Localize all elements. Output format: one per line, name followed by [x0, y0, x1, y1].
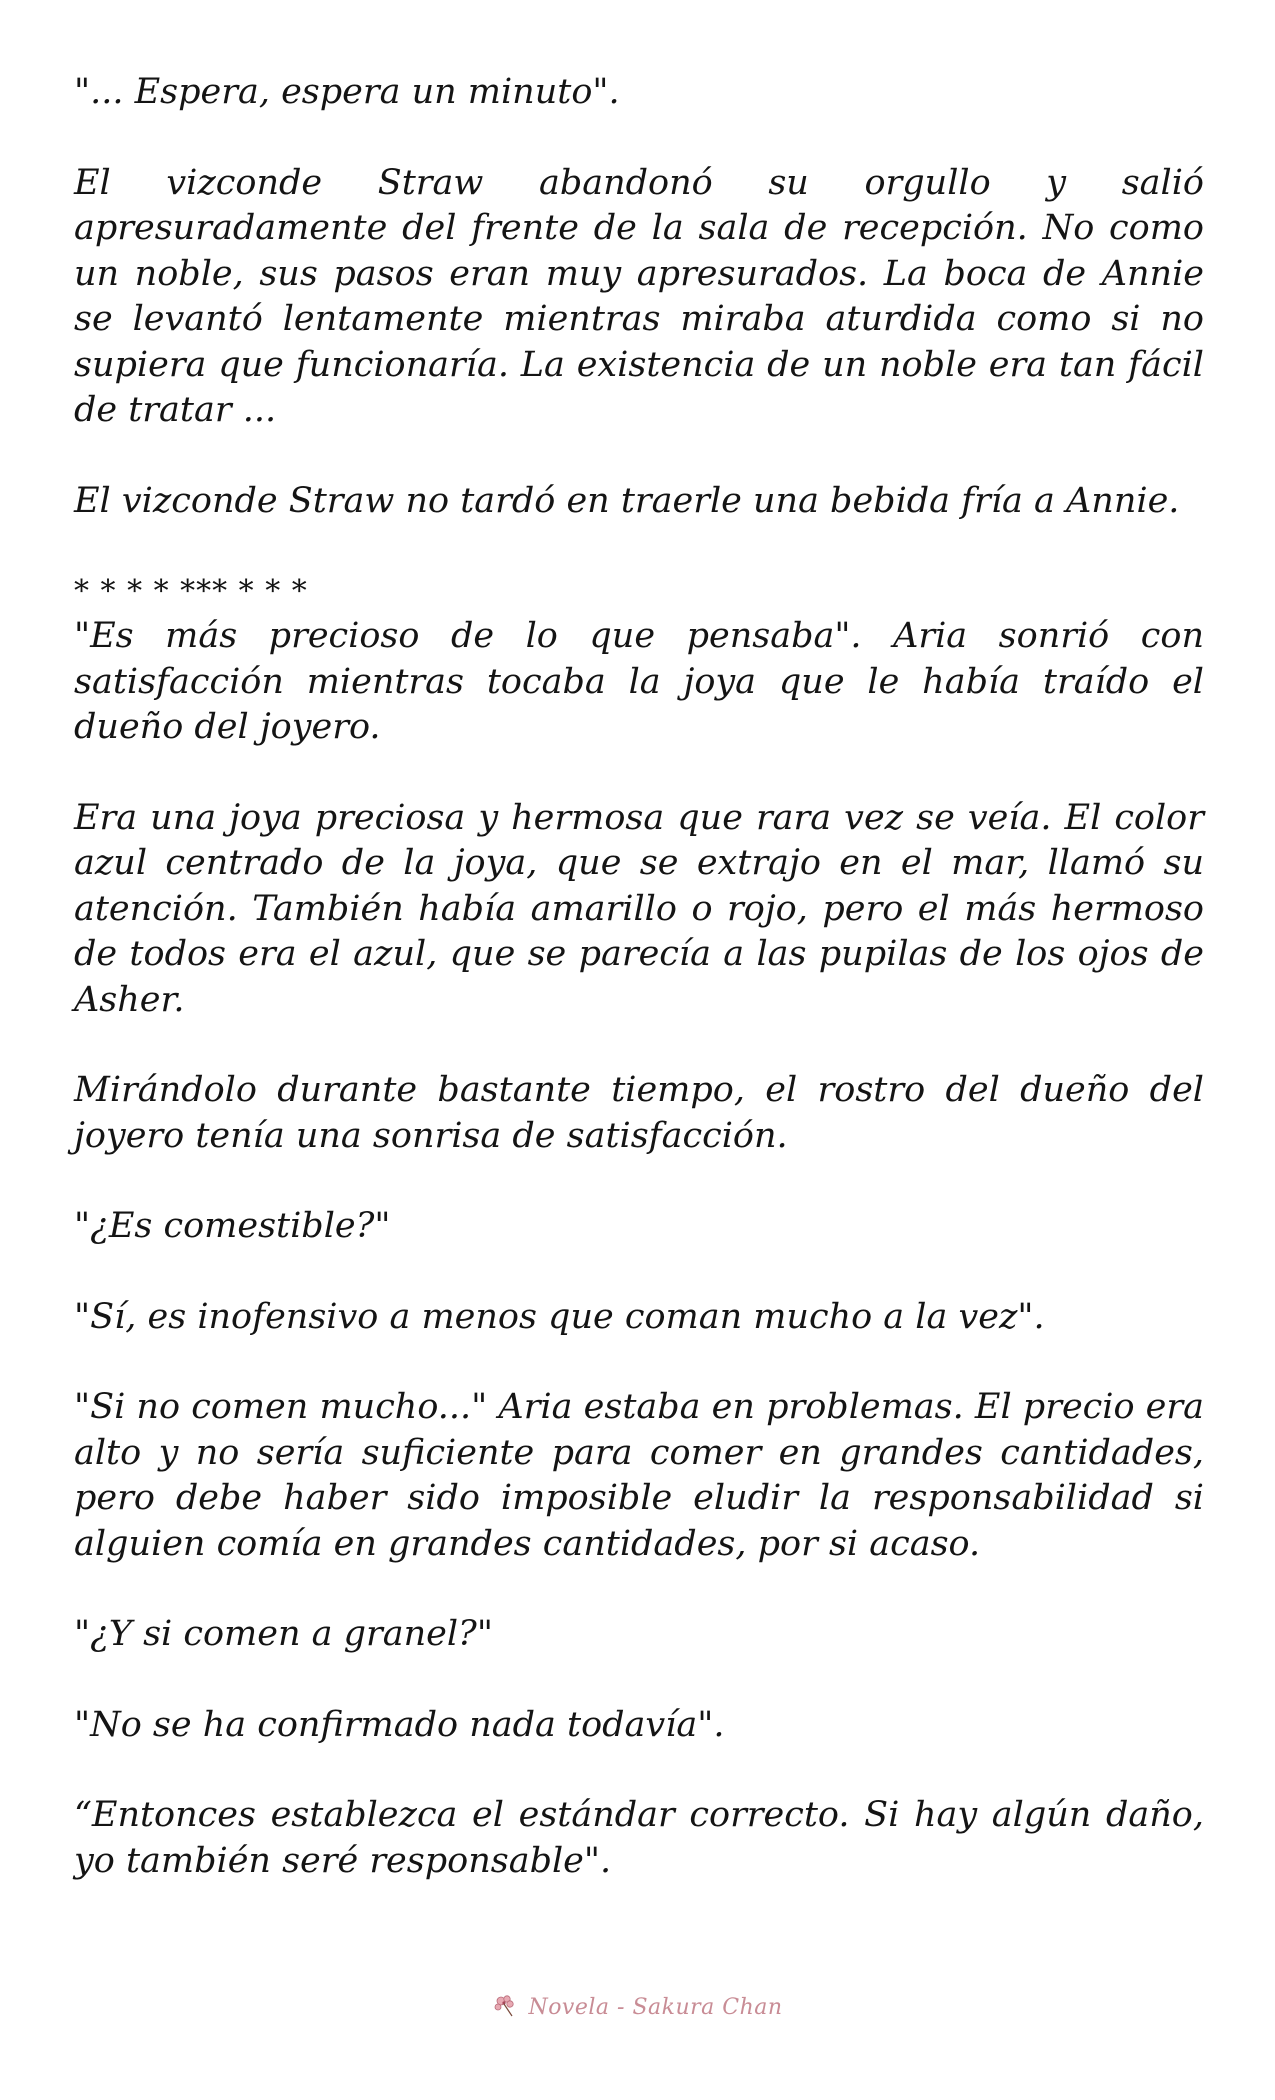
scene-separator: * * * * *** * * *	[74, 574, 308, 609]
paragraph-6: Mirándolo durante bastante tiempo, el rostro del dueño del joyero tenía una sonrisa de satisfacción.	[74, 1070, 1204, 1156]
paragraph-3: El vizconde Straw no tardó en traerle una bebida fría a Annie.	[74, 480, 1180, 521]
chapter-text	[74, 70, 1204, 1929]
paragraph-10: "¿Y si comen a granel?"	[74, 1614, 493, 1654]
paragraph-5: Era una joya preciosa y hermosa que rara vez se veía. El color azul centrado de la joya, que se extrajo en el mar, llamó su atención. También había amarillo o rojo, pero el más hermoso de todos era el azul, que se parecía a las pupilas de los ojos de Asher.	[74, 797, 1204, 1020]
watermark	[0, 1992, 1275, 2020]
paragraph-2: El vizconde Straw abandonó su orgullo y salió apresuradamente del frente de la sala de recepción. No como un noble, sus pasos eran muy apresurados. La boca de Annie se levantó lentamente mientras miraba aturdida como si no supiera que funcionaría. La existencia de un noble era tan fácil de tratar ...	[74, 162, 1204, 430]
paragraph-12: “Entonces establezca el estándar correcto. Si hay algún daño, yo también seré responsable".	[74, 1795, 1204, 1881]
watermark-text: Novela - Sakura Chan	[528, 1995, 783, 2020]
paragraph-11: "No se ha confirmado nada todavía".	[74, 1704, 725, 1745]
paragraph-4: "Es más precioso de lo que pensaba". Aria sonrió con satisfacción mientras tocaba la joya que le había traído el dueño del joyero.	[74, 616, 1204, 747]
cherry-blossom-icon	[492, 1992, 520, 2020]
paragraph-9: "Si no comen mucho..." Aria estaba en problemas. El precio era alto y no sería suficiente para comer en grandes cantidades, pero debe haber sido imposible eludir la responsabilidad si alguien comía en grandes cantidades, por si acaso.	[74, 1387, 1204, 1564]
paragraph-7: "¿Es comestible?"	[74, 1206, 391, 1246]
paragraph-8: "Sí, es inofensivo a menos que coman mucho a la vez".	[74, 1296, 1045, 1337]
paragraph-1: "... Espera, espera un minuto".	[74, 72, 620, 112]
